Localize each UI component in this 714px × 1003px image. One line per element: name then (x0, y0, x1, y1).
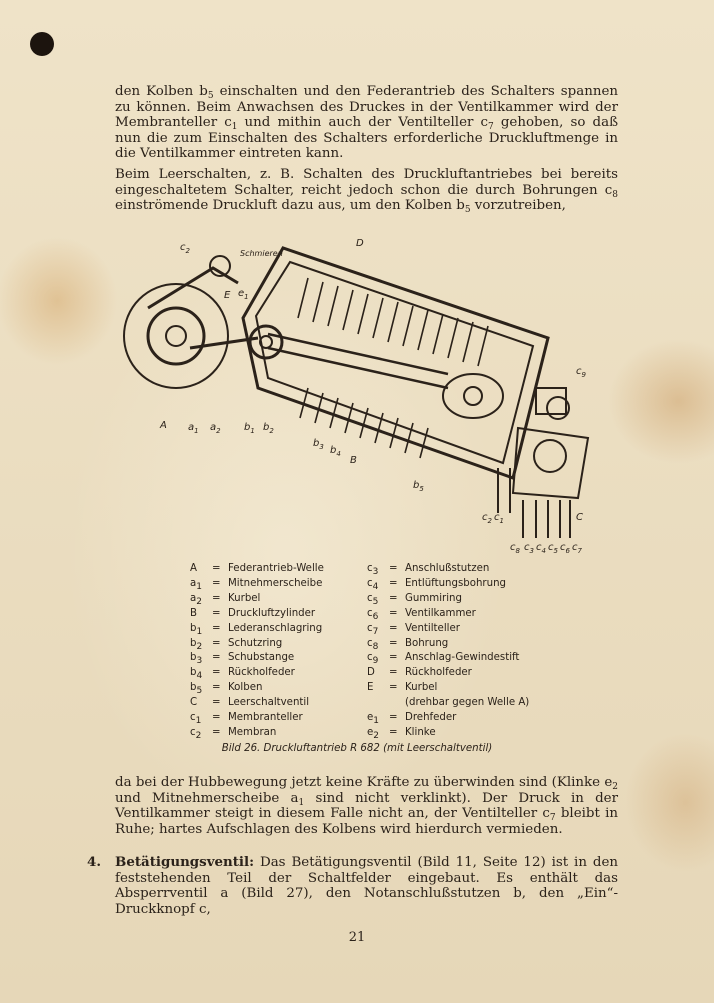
legend-equals: = (389, 667, 398, 679)
legend-key: $c_7$ (367, 622, 379, 637)
legend-equals: = (389, 652, 398, 664)
connection-socket (536, 388, 566, 414)
legend-equals: = (389, 563, 398, 574)
label-B: B (350, 455, 357, 466)
legend-equals: = (212, 622, 221, 634)
legend-key: $c_5$ (367, 592, 379, 607)
legend-text: (drehbar gegen Welle A) (405, 697, 530, 709)
legend-entry (190, 711, 324, 726)
legend-entry (367, 577, 529, 592)
label-c7: $c_7$ (572, 542, 582, 555)
legend-equals: = (212, 726, 221, 738)
legend-entry (367, 637, 529, 652)
label-c5: $c_5$ (548, 542, 558, 555)
label-c4: $c_4$ (536, 542, 546, 555)
legend-entry (190, 637, 324, 652)
legend-key: $a_1$ (190, 577, 202, 592)
legend-text: Lederanschlagring (228, 622, 323, 634)
label-b3: $b_3$ (313, 438, 324, 451)
legend-entry (367, 696, 529, 711)
legend-equals: = (212, 667, 221, 679)
legend-equals: = (389, 637, 398, 649)
paragraph-4: 4. Betätigungsventil: Das Betätigungsventil (Bild 11, Seite 12) ist in den feststehenden Teil der Schaltfelder eingebaut. Es enthält das Absperrventil a (Bild 27), den Notanschlußstutzen b, den „Ein“-Druckknopf c, (87, 854, 618, 917)
legend-key: B (190, 607, 197, 619)
legend-key: C (190, 697, 198, 709)
legend-equals: = (212, 697, 221, 709)
legend-entry (367, 666, 529, 681)
legend-text: Entlüftungsbohrung (405, 577, 506, 589)
legend-equals: = (212, 563, 221, 574)
label-A: A (160, 420, 167, 431)
label-schmieren: Schmieren (240, 249, 283, 258)
label-c3: $c_3$ (524, 542, 534, 555)
section-heading: Betätigungsventil: (115, 854, 255, 870)
label-b1: $b_1$ (244, 422, 255, 435)
legend-key: A (190, 563, 197, 574)
legend-key: $e_1$ (367, 712, 380, 727)
legend-text: Membranteller (228, 712, 303, 724)
legend-equals: = (389, 726, 398, 738)
legend-entry (190, 681, 324, 696)
label-c6: $c_6$ (560, 542, 570, 555)
legend-entry (190, 696, 324, 711)
legend-equals: = (389, 622, 398, 634)
legend-key: $c_1$ (190, 712, 202, 727)
legend-text: Mitnehmerscheibe (228, 577, 323, 589)
legend-text: Klinke (405, 726, 436, 738)
label-a2: $a_2$ (210, 422, 221, 435)
legend-key: $a_2$ (190, 592, 202, 607)
legend-text: Kurbel (228, 592, 261, 604)
label-c9: $c_9$ (576, 366, 586, 379)
legend-text: Bohrung (405, 637, 449, 649)
label-D: D (356, 238, 364, 249)
legend-text: Anschlußstutzen (405, 563, 490, 574)
legend-entry (367, 562, 529, 577)
legend-equals: = (212, 682, 221, 694)
legend-entry (190, 726, 324, 741)
legend-entry (367, 651, 529, 666)
legend-entry (367, 592, 529, 607)
legend-text: Rückholfeder (405, 667, 472, 679)
legend-key: E (367, 682, 374, 694)
legend-equals: = (212, 607, 221, 619)
legend-key: $b_2$ (190, 637, 203, 652)
legend-equals: = (389, 577, 398, 589)
label-b2: $b_2$ (263, 422, 274, 435)
legend-entry (190, 562, 324, 577)
paragraph-1: den Kolben $b_5$ einschalten und den Federantrieb des Schalters spannen zu können. Beim Anwachsen des Druckes in der Ventilkammer wird der Membranteller $c_1$ und mithin auch der Ventilteller $c_7$ gehoben, so daß nun die zum Einschalten des Schalters erforderliche Druckluftmenge in die Ventilkammer eintreten kann. (115, 84, 619, 162)
label-b4: $b_4$ (330, 445, 341, 458)
legend-text: Gummiring (405, 592, 462, 604)
drive-disc (124, 284, 228, 388)
legend-text: Druckluftzylinder (228, 607, 316, 619)
piston (443, 374, 503, 418)
legend-key: $c_9$ (367, 652, 379, 667)
legend-key: $c_4$ (367, 577, 379, 592)
punch-hole (30, 32, 54, 56)
legend-equals: = (212, 592, 221, 604)
legend-entry (190, 577, 324, 592)
legend-text: Schubstange (228, 652, 295, 664)
legend-equals: = (212, 652, 221, 664)
legend-entry (190, 607, 324, 622)
legend-equals: = (212, 577, 221, 589)
legend-key: $c_6$ (367, 607, 379, 622)
legend-equals: = (212, 637, 221, 649)
legend-equals: = (389, 592, 398, 604)
label-c2: $c_2$ (482, 512, 492, 525)
pneumatic-drive-diagram (118, 238, 608, 558)
legend-entry (367, 622, 529, 637)
legend-entry (190, 651, 324, 666)
legend-equals: = (389, 682, 398, 694)
legend-key: $c_3$ (367, 563, 379, 577)
legend-text: Kurbel (405, 682, 438, 694)
legend-text: Anschlag-Gewindestift (405, 652, 520, 664)
legend-right (367, 562, 529, 741)
legend-text: Ventilteller (405, 622, 460, 634)
legend-key: $e_2$ (367, 726, 380, 741)
label-c6-top: $c_2$ (180, 242, 190, 255)
legend-entry (367, 711, 529, 726)
legend-key: $b_4$ (190, 667, 203, 682)
legend-key: $b_1$ (190, 622, 203, 637)
legend-key: $c_8$ (367, 637, 379, 652)
return-spring (298, 278, 488, 458)
legend-text: Ventilkammer (405, 607, 476, 619)
legend-equals: = (212, 712, 221, 724)
legend-equals: = (389, 607, 398, 619)
label-b5: $b_5$ (413, 480, 424, 493)
legend-entry (367, 681, 529, 696)
label-a1: $a_1$ (188, 422, 199, 435)
legend-text: Schutzring (228, 637, 283, 649)
legend-text: Drehfeder (405, 712, 457, 724)
label-c8: $c_8$ (510, 542, 520, 555)
legend-entry (367, 607, 529, 622)
label-e1: $e_1$ (238, 288, 249, 301)
legend-left (190, 562, 324, 741)
legend-text: Membran (228, 726, 277, 738)
label-c1: $c_1$ (494, 512, 504, 525)
paragraph-3: da bei der Hubbewegung jetzt keine Kräfte zu überwinden sind (Klinke $e_2$ und Mitnehmerscheibe $a_1$ sind nicht verklinkt). Der Druck in der Ventilkammer steigt in diesem Falle nicht an, der Ventilteller $c_7$ bleibt in Ruhe; hartes Aufschlagen des Kolbens wird hierdurch vermieden. (115, 775, 619, 837)
legend-text: Leerschaltventil (228, 697, 310, 709)
legend-text: Rückholfeder (228, 667, 295, 679)
legend-text: Kolben (228, 682, 263, 694)
legend-entry (190, 622, 324, 637)
page-number: 21 (348, 930, 366, 945)
paragraph-2: Beim Leerschalten, z. B. Schalten des Druckluftantriebes bei bereits eingeschaltetem Schalter, reicht jedoch schon die durch Bohrungen $c_8$ einströmende Druckluft dazu aus, um den Kolben $b_5$ vorzutreiben, (115, 167, 618, 216)
label-E: E (224, 290, 231, 301)
legend-equals: = (389, 712, 398, 724)
legend-entry (367, 726, 529, 741)
legend-entry (190, 666, 324, 681)
section-number: 4. (87, 854, 101, 870)
label-C: C (576, 512, 583, 523)
legend-key: $b_3$ (190, 652, 203, 667)
figure-caption: Bild 26. Druckluftantrieb R 682 (mit Leerschaltventil) (221, 743, 493, 754)
legend-key: D (367, 667, 375, 679)
legend-text: Federantrieb-Welle (228, 563, 324, 574)
legend-key: $b_5$ (190, 682, 203, 697)
legend-key: $c_2$ (190, 726, 202, 741)
legend-entry (190, 592, 324, 607)
